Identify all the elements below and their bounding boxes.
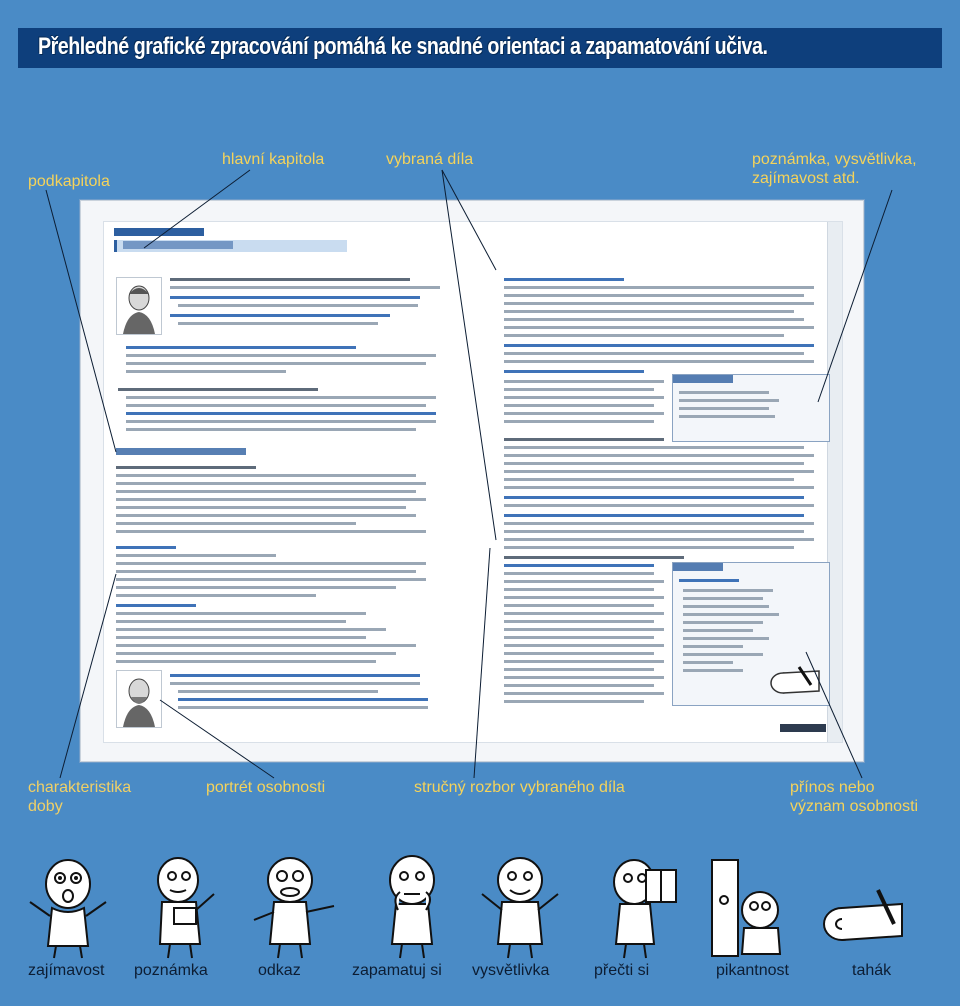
label-charakteristika-line1: charakteristika (28, 779, 132, 796)
character-row (0, 850, 960, 970)
label-prinos-line2: význam osobnosti (790, 798, 919, 815)
reading-figure-icon (594, 850, 690, 960)
label-poznamka-line2: zajímavost atd. (752, 170, 860, 187)
label-charakteristika (28, 778, 131, 816)
label-poznamka-line1: poznámka, vysvětlivka, (752, 151, 917, 168)
char-label-tahak: tahák (852, 962, 892, 979)
char-label-vysvetlivka: vysvětlivka (472, 962, 550, 979)
surprised-figure-icon (20, 850, 116, 960)
char-label-odkaz: odkaz (258, 962, 301, 979)
label-prinos-line1: přínos nebo (790, 779, 875, 796)
char-label-precti-si: přečti si (594, 962, 650, 979)
label-podkapitola: podkapitola (28, 173, 110, 190)
label-rozbor: stručný rozbor vybraného díla (414, 779, 625, 796)
thinking-figure-icon (364, 850, 460, 960)
peeking-figure-icon (702, 850, 798, 960)
label-hlavni-kapitola: hlavní kapitola (222, 151, 325, 168)
header-title: Přehledné grafické zpracování pomáhá ke snadné orientaci a zapamatování učiva. (38, 33, 768, 60)
pointing-figure-icon (244, 850, 340, 960)
char-label-zajimavost: zajímavost (28, 962, 105, 979)
char-label-zapamatuj-si: zapamatuj si (352, 962, 442, 979)
label-charakteristika-line2: doby (28, 798, 63, 815)
explaining-figure-icon (472, 850, 568, 960)
label-portret: portrét osobnosti (206, 779, 326, 796)
writing-figure-icon (134, 850, 230, 960)
char-label-poznamka: poznámka (134, 962, 208, 979)
label-prinos (790, 778, 918, 816)
cheat-sheet-scroll-icon (818, 850, 914, 960)
char-label-pikantnost: pikantnost (716, 962, 789, 979)
label-vybrana-dila: vybraná díla (386, 151, 474, 168)
